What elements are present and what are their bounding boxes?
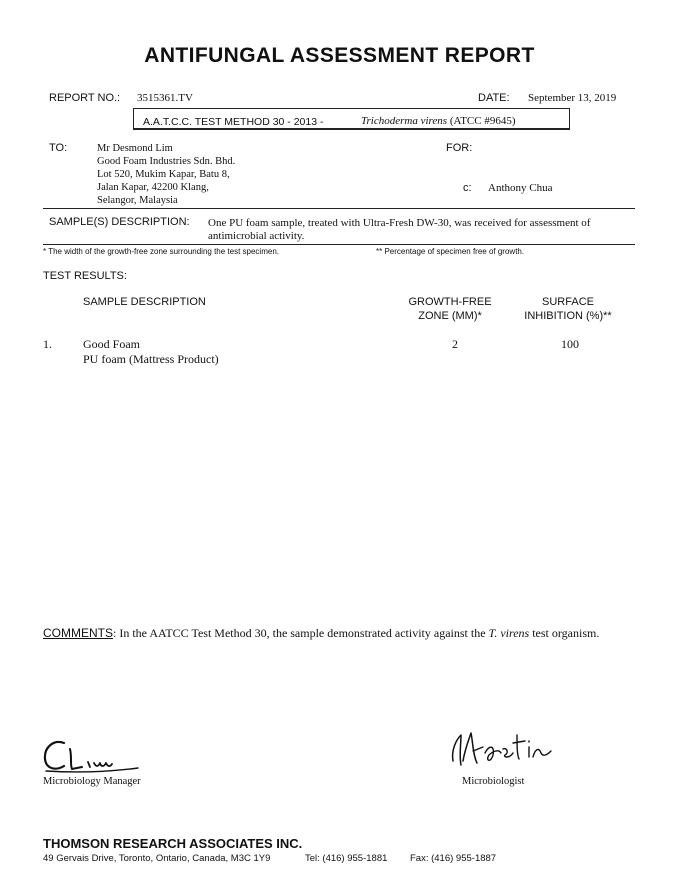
organism-name: Trichoderma virens (361, 115, 448, 127)
sample-description-label: SAMPLE(S) DESCRIPTION: (49, 216, 190, 228)
recipient-name: Mr Desmond Lim (97, 143, 173, 154)
row-sample-name: Good Foam (83, 337, 140, 351)
recipient-address (97, 142, 235, 207)
divider-bottom (43, 244, 635, 245)
report-no-label: REPORT NO.: (49, 92, 121, 104)
manager-signature (38, 735, 148, 777)
divider-top (43, 208, 635, 209)
sample-description-line2: antimicrobial activity. (208, 230, 305, 242)
comments (43, 626, 599, 641)
row-inhibition-value: 100 (561, 337, 579, 351)
comments-label: COMMENTS (43, 626, 113, 640)
comments-text: : In the AATCC Test Method 30, the sample demonstrated activity against the (113, 626, 486, 640)
address-line: Good Foam Industries Sdn. Bhd. (97, 156, 236, 167)
test-results-heading: TEST RESULTS: (43, 270, 127, 282)
row-sample-detail: PU foam (Mattress Product) (83, 352, 219, 366)
footnote-inhibition: ** Percentage of specimen free of growth. (376, 247, 525, 256)
comments-organism: T. virens (488, 626, 530, 640)
row-zone-value: 2 (452, 337, 458, 351)
company-address: 49 Gervais Drive, Toronto, Ontario, Canada, M3C 1Y9 (43, 853, 271, 864)
report-title: ANTIFUNGAL ASSESSMENT REPORT (144, 44, 535, 67)
company-name: THOMSON RESEARCH ASSOCIATES INC. (43, 836, 303, 851)
report-no-value: 3515361.TV (137, 92, 193, 104)
organism-atcc: (ATCC #9645) (449, 115, 516, 127)
col-surface-inhibition (518, 296, 618, 322)
col-zone-line2: ZONE (MM)* (418, 310, 482, 322)
col-zone-line1: GROWTH-FREE (408, 296, 492, 308)
footnote-zone: * The width of the growth-free zone surrounding the test specimen. (43, 247, 279, 256)
col-growth-free-zone (395, 296, 505, 322)
address-line: Selangor, Malaysia (97, 195, 178, 206)
sample-description-line1: One PU foam sample, treated with Ultra-Fresh DW-30, was received for assessment of (208, 217, 591, 229)
cc-name: Anthony Chua (488, 182, 553, 194)
address-line: Jalan Kapar, 42200 Klang, (97, 182, 209, 193)
comments-text-end: test organism. (532, 626, 600, 640)
date-value: September 13, 2019 (528, 92, 617, 104)
microbiologist-signature (443, 725, 573, 773)
company-phone: Tel: (416) 955-1881 (305, 853, 388, 864)
to-label: TO: (49, 142, 68, 154)
date-label: DATE: (478, 92, 510, 104)
manager-title: Microbiology Manager (43, 776, 141, 787)
test-method-prefix: A.A.T.C.C. TEST METHOD 30 - 2013 - (143, 116, 324, 128)
col-inhib-line1: SURFACE (542, 296, 594, 308)
col-inhib-line2: INHIBITION (%)** (524, 310, 612, 322)
company-fax: Fax: (416) 955-1887 (410, 853, 497, 864)
microbiologist-title: Microbiologist (462, 776, 525, 787)
address-line: Lot 520, Mukim Kapar, Batu 8, (97, 169, 230, 180)
for-label: FOR: (446, 142, 473, 154)
test-organism (361, 115, 516, 127)
row-number: 1. (43, 337, 52, 351)
cc-label: c: (463, 182, 472, 194)
col-sample-description: SAMPLE DESCRIPTION (83, 296, 206, 308)
